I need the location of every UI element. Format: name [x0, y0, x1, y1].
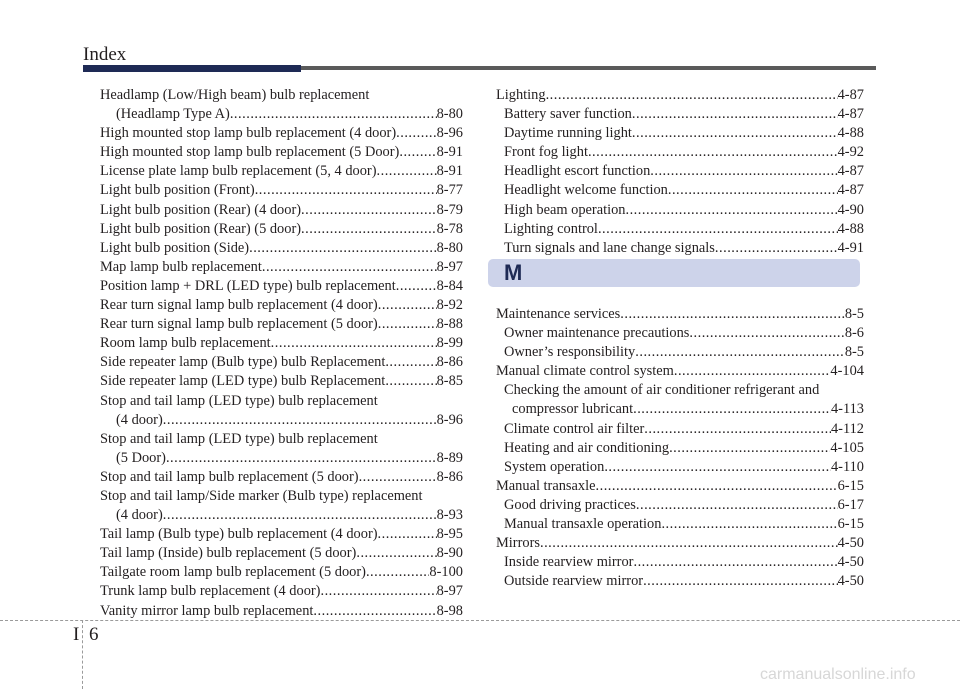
- index-entry: [100, 239, 463, 258]
- index-entry: [496, 239, 864, 258]
- index-entry-label: Mirrors: [496, 535, 540, 552]
- index-entry-heading: Stop and tail lamp (LED type) bulb replacement: [100, 392, 378, 409]
- index-entry-label: Manual transaxle operation: [504, 516, 662, 533]
- dot-leader: [650, 162, 837, 181]
- dot-leader: [715, 239, 838, 258]
- index-entry-page: 8-99: [436, 335, 463, 352]
- index-entry-label: Good driving practices: [504, 496, 636, 513]
- index-entry: [100, 277, 463, 296]
- index-entry: [100, 411, 463, 430]
- index-entry-page: 8-84: [436, 277, 463, 294]
- index-entry-page: 8-80: [436, 106, 463, 123]
- index-entry-label: Vanity mirror lamp bulb replacement: [100, 602, 314, 619]
- index-entry: [496, 515, 864, 534]
- index-entry-label: Lighting: [496, 87, 546, 103]
- index-entry: [496, 477, 864, 496]
- index-entry-page: 8-6: [844, 325, 864, 342]
- index-entry-label: Headlight escort function: [504, 163, 651, 180]
- index-entry-label: Room lamp bulb replacement: [100, 335, 271, 352]
- index-entry-page: 4-50: [837, 535, 864, 552]
- dot-leader: [301, 220, 437, 239]
- index-entry-page: 4-112: [830, 420, 864, 437]
- index-entry-label: Tail lamp (Inside) bulb replacement (5 door): [100, 545, 357, 562]
- index-entry-page: 8-96: [436, 125, 463, 142]
- index-entry: [100, 315, 463, 334]
- index-entry: [100, 124, 463, 143]
- dot-leader: [669, 439, 830, 458]
- index-entry: [100, 353, 463, 372]
- index-entry-label: Rear turn signal lamp bulb replacement (4 door): [100, 297, 378, 314]
- section-letter: M: [504, 260, 523, 285]
- index-entry: [100, 258, 463, 277]
- index-entry-page: 8-95: [436, 526, 463, 543]
- index-entry: [100, 201, 463, 220]
- footer-section-letter: I: [73, 624, 80, 645]
- index-entry: [100, 468, 463, 487]
- index-entry-page: 4-104: [830, 363, 864, 380]
- index-entry-page: 4-87: [837, 106, 864, 123]
- index-entry-label: System operation: [504, 458, 605, 475]
- index-entry-label: (4 door): [116, 411, 163, 428]
- index-entry-label: High beam operation: [504, 201, 626, 218]
- dot-leader: [255, 181, 437, 200]
- index-entry-page: 8-91: [436, 163, 463, 180]
- dot-leader: [632, 105, 838, 124]
- index-entry-page: 8-78: [436, 220, 463, 237]
- dot-leader: [396, 277, 437, 296]
- index-entry-page: 6-15: [837, 516, 864, 533]
- dot-leader: [633, 400, 831, 419]
- index-entry-page: 4-92: [837, 144, 864, 161]
- index-entry: [496, 124, 864, 143]
- index-entry-label: (4 door): [116, 507, 163, 524]
- index-entry-page: 8-77: [436, 182, 463, 199]
- index-entry: [100, 544, 463, 563]
- index-entry-label: Light bulb position (Rear) (5 door): [100, 220, 302, 237]
- index-entry: [496, 305, 864, 324]
- index-entry-page: 4-88: [837, 125, 864, 142]
- header-accent-bar: [83, 65, 301, 72]
- index-entry-label: Stop and tail lamp bulb replacement (5 door): [100, 468, 359, 485]
- dot-leader: [166, 449, 437, 468]
- dot-leader: [598, 220, 838, 239]
- footer-page-number: 6: [89, 624, 99, 645]
- index-entry-page: 4-113: [830, 401, 864, 418]
- dot-leader: [620, 305, 845, 324]
- dot-leader: [540, 534, 838, 553]
- index-entry-label: Turn signals and lane change signals: [504, 239, 715, 256]
- index-entry-page: 6-17: [837, 496, 864, 513]
- dot-leader: [396, 124, 436, 143]
- index-entry-label: Position lamp + DRL (LED type) bulb replacement: [100, 277, 396, 294]
- index-entry-label: Headlight welcome function: [504, 182, 668, 199]
- index-entry-label: Side repeater lamp (LED type) bulb Replacement: [100, 373, 386, 390]
- index-entry: [496, 458, 864, 477]
- index-entry: [100, 181, 463, 200]
- index-entry: [496, 420, 864, 439]
- index-entry-label: Maintenance services: [496, 306, 621, 322]
- dot-leader: [604, 458, 831, 477]
- index-entry-label: Daytime running light: [504, 125, 632, 142]
- dot-leader: [320, 582, 436, 601]
- index-entry-label: (Headlamp Type A): [116, 106, 230, 123]
- index-entry-page: 8-80: [436, 239, 463, 256]
- index-entry-label: Heating and air conditioning: [504, 439, 670, 456]
- dot-leader: [163, 506, 437, 525]
- dot-leader: [356, 544, 436, 563]
- index-entry: [496, 362, 864, 381]
- index-entry: [100, 143, 463, 162]
- index-entry-label: Side repeater lamp (Bulb type) bulb Replacement: [100, 354, 386, 371]
- index-entry-label: Manual transaxle: [496, 477, 596, 494]
- index-entry: [496, 105, 864, 124]
- dot-leader: [163, 411, 437, 430]
- index-entry: [496, 343, 864, 362]
- index-entry-label: Inside rearview mirror: [504, 554, 634, 571]
- index-entry-label: Tail lamp (Bulb type) bulb replacement (4 door): [100, 526, 378, 543]
- index-entry-heading: Stop and tail lamp (LED type) bulb replacement: [100, 430, 378, 447]
- index-entry-label: Light bulb position (Side): [100, 239, 250, 256]
- index-entry-label: High mounted stop lamp bulb replacement (5 Door): [100, 144, 400, 161]
- index-entry-page: 8-93: [436, 507, 463, 524]
- index-entry: [100, 162, 463, 181]
- index-entry: [100, 525, 463, 544]
- dot-leader: [661, 515, 837, 534]
- dot-leader: [359, 468, 437, 487]
- dot-leader: [588, 143, 838, 162]
- index-entry-page: 8-85: [436, 373, 463, 390]
- dot-leader: [271, 334, 437, 353]
- index-entry-page: 4-50: [837, 573, 864, 590]
- dot-leader: [625, 201, 837, 220]
- index-entry: [496, 86, 864, 105]
- index-entry: [100, 105, 463, 124]
- dot-leader: [399, 143, 436, 162]
- index-entry: [100, 296, 463, 315]
- index-entry: [100, 506, 463, 525]
- index-entry-page: 6-15: [837, 477, 864, 494]
- index-entry: [100, 602, 463, 621]
- index-entry-label: Tailgate room lamp bulb replacement (5 door): [100, 564, 366, 581]
- dot-leader: [378, 315, 437, 334]
- index-entry: [496, 439, 864, 458]
- index-entry-page: 8-98: [436, 602, 463, 619]
- index-entry-page: 4-87: [837, 163, 864, 180]
- index-entry: [100, 582, 463, 601]
- index-entry: [496, 220, 864, 239]
- index-entry-label: Light bulb position (Front): [100, 182, 255, 199]
- index-entry-label: (5 Door): [116, 449, 166, 466]
- index-entry: [496, 162, 864, 181]
- index-entry: [496, 181, 864, 200]
- index-entry-page: 4-110: [830, 458, 864, 475]
- index-entry: [100, 449, 463, 468]
- dot-leader: [366, 563, 429, 582]
- dot-leader: [632, 124, 838, 143]
- index-entry-heading: Headlamp (Low/High beam) bulb replacement: [100, 87, 370, 103]
- dot-leader: [230, 105, 437, 124]
- index-entry-page: 8-88: [436, 316, 463, 333]
- index-entry: [496, 553, 864, 572]
- index-entry-label: compressor lubricant: [512, 401, 634, 418]
- index-entry: [496, 572, 864, 591]
- dot-leader: [546, 86, 838, 105]
- index-entry-label: Owner’s responsibility: [504, 344, 636, 361]
- index-entry-page: 4-90: [837, 201, 864, 218]
- dot-leader: [378, 525, 437, 544]
- index-entry-page: 4-87: [837, 182, 864, 199]
- index-entry-label: Battery saver function: [504, 106, 632, 123]
- index-entry: [496, 400, 864, 419]
- index-entry: [496, 201, 864, 220]
- index-entry-label: Climate control air filter: [504, 420, 645, 437]
- dot-leader: [377, 162, 437, 181]
- index-entry-label: Light bulb position (Rear) (4 door): [100, 201, 302, 218]
- index-entry: [100, 220, 463, 239]
- index-entry-page: 8-5: [844, 344, 864, 361]
- index-entry: [496, 496, 864, 515]
- index-entry-page: 8-92: [436, 297, 463, 314]
- index-entry-page: 4-91: [837, 239, 864, 256]
- index-entry-label: Map lamp bulb replacement: [100, 258, 262, 275]
- index-entry-page: 8-96: [436, 411, 463, 428]
- page-title: Index: [83, 44, 127, 65]
- dot-leader: [636, 496, 838, 515]
- dot-leader: [385, 372, 436, 391]
- dot-leader: [668, 181, 838, 200]
- index-column-right-bottom: [496, 305, 864, 591]
- dot-leader: [385, 353, 436, 372]
- index-entry-label: Front fog light: [504, 144, 588, 161]
- index-entry: [496, 534, 864, 553]
- watermark: carmanualsonline.info: [760, 666, 916, 683]
- index-entry: [100, 334, 463, 353]
- index-entry-page: 8-91: [436, 144, 463, 161]
- index-column-right-top: [496, 86, 864, 258]
- index-entry-label: High mounted stop lamp bulb replacement (4 door): [100, 125, 397, 142]
- index-entry-page: 8-86: [436, 468, 463, 485]
- dot-leader: [674, 362, 831, 381]
- index-entry-page: 4-87: [837, 87, 864, 103]
- dot-leader: [313, 602, 436, 621]
- index-entry-page: 8-97: [436, 258, 463, 275]
- index-entry-heading: Checking the amount of air conditioner refrigerant and: [504, 382, 820, 399]
- dot-leader: [262, 258, 437, 277]
- index-column-left: [100, 86, 463, 621]
- index-entry: [496, 143, 864, 162]
- index-entry-page: 8-100: [429, 564, 463, 581]
- section-header-m: [488, 259, 860, 287]
- dot-leader: [301, 201, 437, 220]
- index-entry-page: 4-105: [830, 439, 864, 456]
- dot-leader: [689, 324, 844, 343]
- index-entry-page: 8-90: [436, 545, 463, 562]
- index-entry: [100, 372, 463, 391]
- dot-leader: [596, 477, 838, 496]
- index-entry-label: Manual climate control system: [496, 363, 674, 380]
- dot-leader: [633, 553, 837, 572]
- index-entry-page: 8-86: [436, 354, 463, 371]
- index-entry-label: Outside rearview mirror: [504, 573, 644, 590]
- dot-leader: [644, 420, 831, 439]
- dot-leader: [249, 239, 437, 258]
- index-entry-page: 8-5: [844, 306, 864, 322]
- index-entry-page: 4-50: [837, 554, 864, 571]
- index-entry-heading: Stop and tail lamp/Side marker (Bulb type) replacement: [100, 487, 423, 504]
- dot-leader: [635, 343, 845, 362]
- footer-divider: [0, 620, 960, 621]
- index-entry-label: License plate lamp bulb replacement (5, 4 door): [100, 163, 377, 180]
- dot-leader: [643, 572, 838, 591]
- index-entry-label: Lighting control: [504, 220, 598, 237]
- footer-vertical-divider: [82, 620, 83, 689]
- index-entry-page: 8-89: [436, 449, 463, 466]
- index-entry-label: Trunk lamp bulb replacement (4 door): [100, 583, 321, 600]
- index-entry-page: 8-79: [436, 201, 463, 218]
- index-entry-label: Rear turn signal lamp bulb replacement (5 door): [100, 316, 378, 333]
- dot-leader: [378, 296, 437, 315]
- index-entry: [496, 324, 864, 343]
- index-entry-page: 8-97: [436, 583, 463, 600]
- index-entry: [100, 563, 463, 582]
- index-entry-page: 4-88: [837, 220, 864, 237]
- index-entry-label: Owner maintenance precautions: [504, 325, 690, 342]
